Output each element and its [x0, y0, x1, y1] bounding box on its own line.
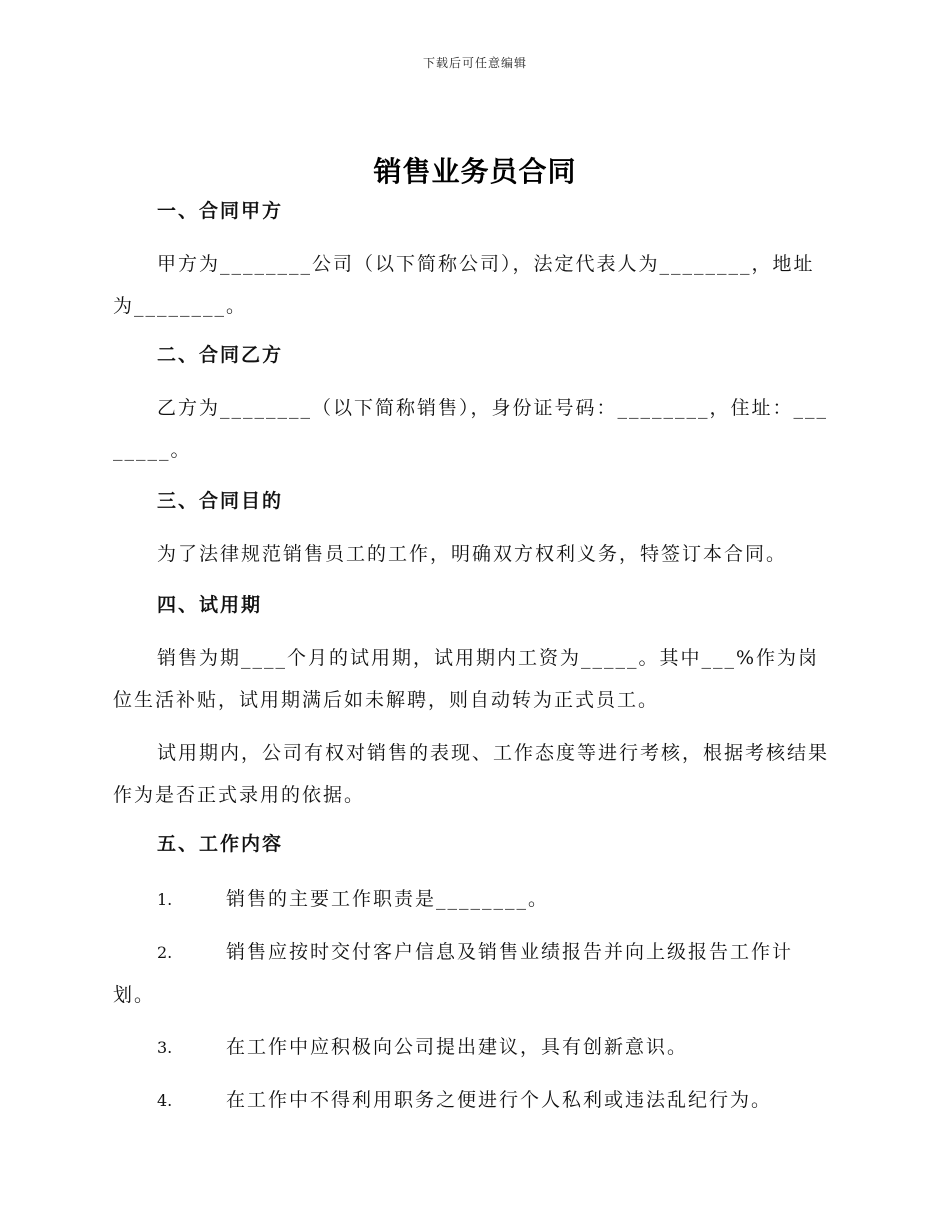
paragraph: 销售为期____个月的试用期，试用期内工资为_____。其中___%作为岗位生活补贴，试用期满后如未解聘，则自动转为正式员工。 [113, 647, 820, 711]
section-probation [113, 590, 833, 816]
section-heading: 三、合同目的 [157, 490, 284, 512]
list-number: 1. [157, 890, 173, 909]
section-purpose [113, 486, 833, 575]
list-number: 4. [157, 1091, 173, 1110]
paragraph: 甲方为________公司（以下简称公司），法定代表人为________，地址为________。 [113, 253, 815, 317]
list-number: 3. [157, 1038, 173, 1057]
list-item [113, 931, 833, 1016]
list-item [113, 1079, 833, 1122]
list-item [113, 1026, 833, 1069]
section-work-content [113, 829, 833, 1122]
section-heading: 四、试用期 [157, 594, 263, 616]
header-note: 下载后可任意编辑 [422, 56, 527, 70]
section-heading: 二、合同乙方 [157, 344, 284, 366]
list-number: 2. [157, 943, 173, 962]
paragraph: 试用期内，公司有权对销售的表现、工作态度等进行考核，根据考核结果作为是否正式录用的依据。 [113, 742, 830, 806]
list-text: 销售应按时交付客户信息及销售业绩报告并向上级报告工作计划。 [113, 941, 794, 1006]
list-item [113, 878, 833, 921]
section-party-b [113, 340, 833, 471]
document-title: 销售业务员合同 [373, 155, 577, 188]
section-heading: 一、合同甲方 [157, 200, 284, 222]
section-heading: 五、工作内容 [157, 833, 284, 855]
list-text: 销售的主要工作职责是________。 [226, 888, 550, 910]
list-text: 在工作中应积极向公司提出建议，具有创新意识。 [226, 1036, 689, 1058]
list-text: 在工作中不得利用职务之便进行个人私利或违法乱纪行为。 [226, 1089, 773, 1111]
section-party-a [113, 196, 833, 327]
paragraph: 乙方为________（以下简称销售），身份证号码：________，住址：________。 [113, 397, 829, 461]
paragraph: 为了法律规范销售员工的工作，明确双方权利义务，特签订本合同。 [157, 543, 788, 565]
